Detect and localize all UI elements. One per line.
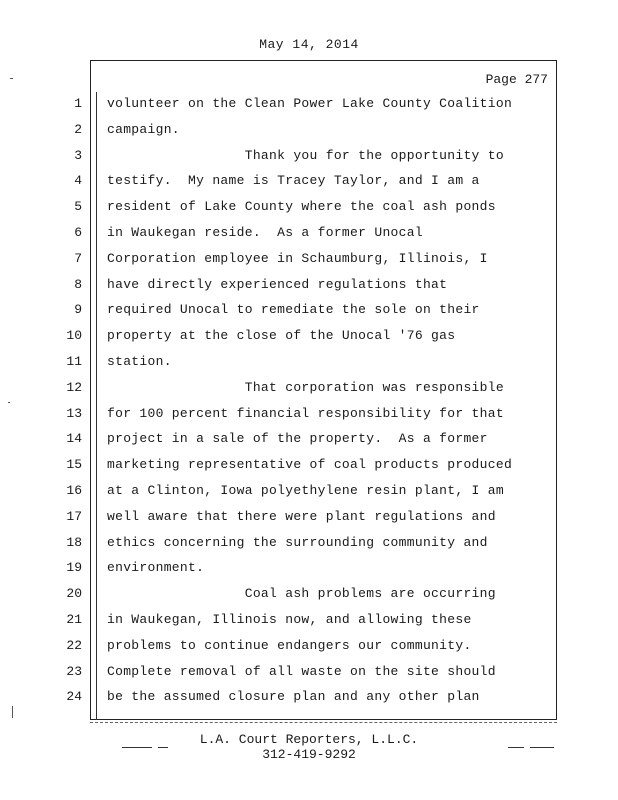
line-text: environment. — [107, 560, 205, 575]
line-text: That corporation was responsible — [107, 380, 504, 395]
footer-rule-left-short — [158, 747, 168, 748]
line-number: 9 — [74, 302, 82, 317]
line-number: 23 — [66, 664, 82, 679]
line-number: 17 — [66, 509, 82, 524]
line-text: Thank you for the opportunity to — [107, 148, 504, 163]
reporter-phone: 312-419-9292 — [262, 747, 356, 762]
line-text: marketing representative of coal products produced — [107, 457, 513, 472]
page-bottom-rule — [90, 722, 557, 723]
line-number: 13 — [66, 406, 82, 421]
footer — [0, 732, 618, 762]
line-number: 5 — [74, 199, 82, 214]
footer-rule-left — [122, 747, 152, 748]
line-number: 1 — [74, 96, 82, 111]
line-number: 12 — [66, 380, 82, 395]
line-text: campaign. — [107, 122, 180, 137]
line-number: 10 — [66, 328, 82, 343]
line-text: for 100 percent financial responsibility for that — [107, 406, 504, 421]
line-text: ethics concerning the surrounding community and — [107, 535, 488, 550]
line-number: 22 — [66, 638, 82, 653]
line-number: 16 — [66, 483, 82, 498]
line-text: property at the close of the Unocal '76 gas — [107, 328, 456, 343]
page-number: Page 277 — [485, 72, 548, 87]
line-text: station. — [107, 354, 172, 369]
scan-speck — [8, 402, 10, 403]
line-text: required Unocal to remediate the sole on their — [107, 302, 480, 317]
line-text: at a Clinton, Iowa polyethylene resin plant, I am — [107, 483, 504, 498]
line-text: Corporation employee in Schaumburg, Illinois, I — [107, 251, 488, 266]
left-margin-rule — [96, 92, 97, 720]
line-number: 14 — [66, 431, 82, 446]
line-number: 11 — [66, 354, 82, 369]
line-text: project in a sale of the property. As a former — [107, 431, 488, 446]
line-text: have directly experienced regulations that — [107, 277, 448, 292]
line-text: volunteer on the Clean Power Lake County Coalition — [107, 96, 513, 111]
reporter-company: L.A. Court Reporters, L.L.C. — [199, 732, 419, 747]
line-text: Complete removal of all waste on the site should — [107, 664, 496, 679]
transcript-date: May 14, 2014 — [259, 37, 359, 52]
line-number: 20 — [66, 586, 82, 601]
line-text: well aware that there were plant regulations and — [107, 509, 496, 524]
line-number: 8 — [74, 277, 82, 292]
footer-rule-right-short — [508, 747, 524, 748]
line-number: 24 — [66, 689, 82, 704]
line-number: 7 — [74, 251, 82, 266]
line-number: 19 — [66, 560, 82, 575]
line-text: testify. My name is Tracey Taylor, and I am a — [107, 173, 480, 188]
line-text: Coal ash problems are occurring — [107, 586, 496, 601]
line-text: resident of Lake County where the coal ash ponds — [107, 199, 496, 214]
line-number: 6 — [74, 225, 82, 240]
line-number: 3 — [74, 148, 82, 163]
line-text: in Waukegan reside. As a former Unocal — [107, 225, 423, 240]
scan-speck — [12, 706, 13, 718]
line-number: 18 — [66, 535, 82, 550]
line-number: 2 — [74, 122, 82, 137]
line-number: 21 — [66, 612, 82, 627]
line-text: be the assumed closure plan and any other plan — [107, 689, 480, 704]
line-number: 15 — [66, 457, 82, 472]
line-text: in Waukegan, Illinois now, and allowing these — [107, 612, 472, 627]
scan-speck — [10, 78, 13, 79]
footer-rule-right — [530, 747, 554, 748]
line-text: problems to continue endangers our community. — [107, 638, 472, 653]
line-number: 4 — [74, 173, 82, 188]
